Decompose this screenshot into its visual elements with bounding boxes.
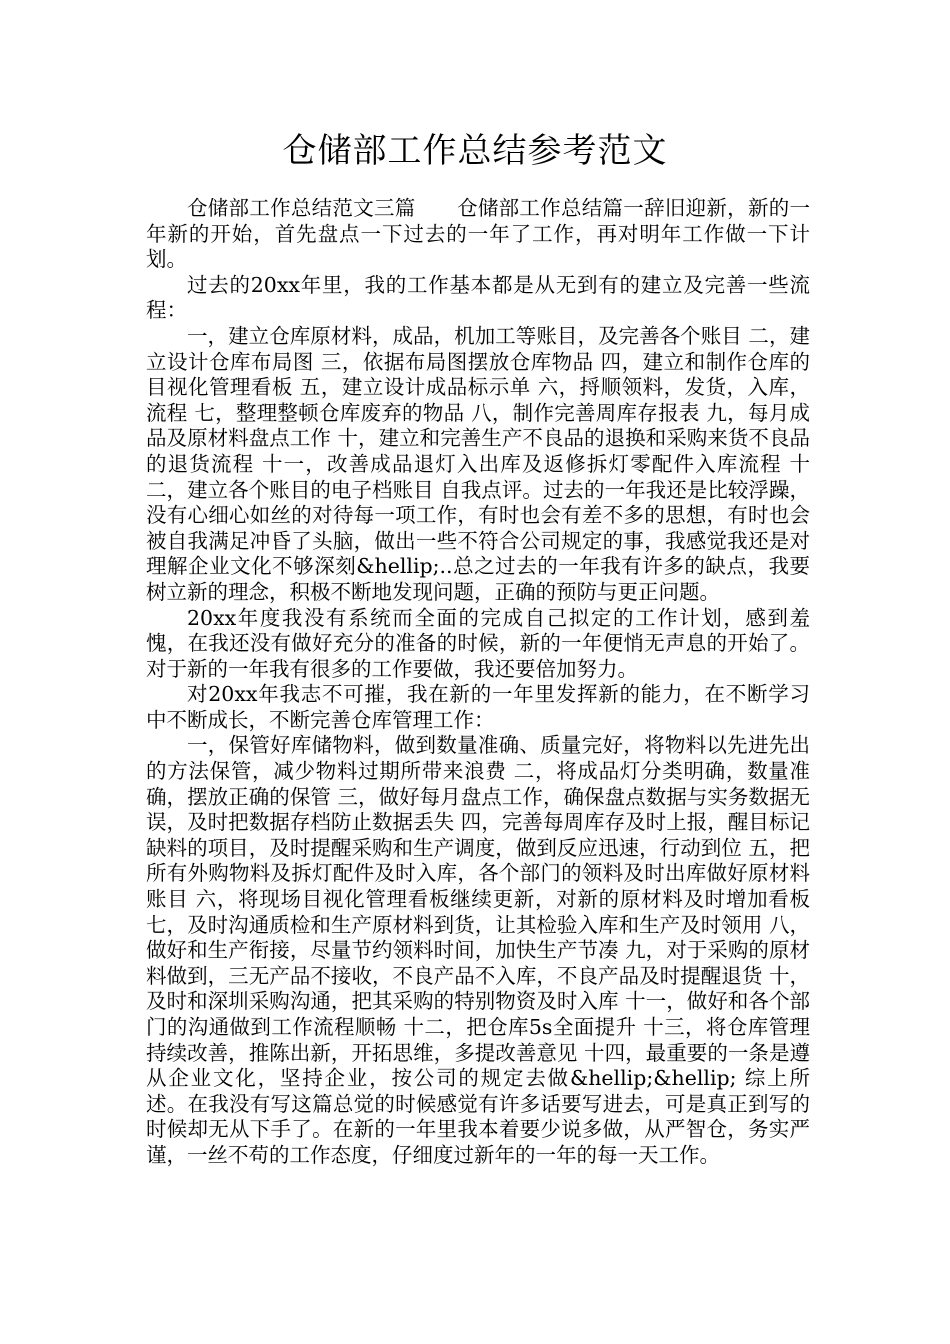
paragraph-plan: 一，保管好库储物料，做到数量准确、质量完好，将物料以先进先出的方法保管，减少物料过期所带来浪费 二，将成品灯分类明确，数量准确，摆放正确的保管 三，做好每月盘点工作，确保盘点数据与实务数据无误，及时把数据存档防止数据丢失 四，完善每周库存及时上报，醒目标记缺料的项目，及时提醒采购和生产调度，做到反应迅速，行动到位 五，把所有外购物料及拆灯配件及时入库，各个部门的领料及时出库做好原材料账目 六，将现场目视化管理看板继续更新，对新的原材料及时增加看板 七，及时沟通质检和生产原材料到货，让其检验入库和生产及时领用 八，做好和生产衔接，尽量节约领料时间，加快生产节凑 九，对于采购的原材料做到，三无产品不接收，不良产品不入库，不良产品及时提醒退货 十，及时和深圳采购沟通，把其采购的特别物资及时入库 十一，做好和各个部门的沟通做到工作流程顺畅 十二，把仓库5s全面提升 十三，将仓库管理持续改善，推陈出新，开拓思维，多提改善意见 十四，最重要的一条是遵从企业文化，坚持企业，按公司的规定去做&hellip;&hellip; 综上所述。在我没有写这篇总觉的时候感觉有许多话要写进去，可是真正到写的时候却无从下手了。在新的一年里我本着要少说多做，从严智仓，务实严谨，一丝不苟的工作态度，仔细度过新年的一年的每一天工作。 (146, 733, 810, 1167)
paragraph-intro: 仓储部工作总结范文三篇 仓储部工作总结篇一辞旧迎新，新的一年新的开始，首先盘点一下过去的一年了工作，再对明年工作做一下计划。 (146, 196, 810, 272)
document-body (146, 196, 810, 1169)
document-title: 仓储部工作总结参考范文 (282, 131, 668, 171)
paragraph-reflection: 20xx年度我没有系统而全面的完成自己拟定的工作计划，感到羞愧，在我还没有做好充分的准备的时候，新的一年便悄无声息的开始了。对于新的一年我有很多的工作要做，我还要倍加努力。 (146, 605, 810, 681)
paragraph-achievements: 一，建立仓库原材料，成品，机加工等账目，及完善各个账目 二，建立设计仓库布局图 三，依据布局图摆放仓库物品 四，建立和制作仓库的目视化管理看板 五，建立设计成品标示单 六，捋顺领料，发货，入库，流程 七，整理整顿仓库废弃的物品 八，制作完善周库存报表 九，每月成品及原材料盘点工作 十，建立和完善生产不良品的退换和采购来货不良品的退货流程 十一，改善成品退灯入出库及返修拆灯零配件入库流程 十二，建立各个账目的电子档账目 自我点评。过去的一年我还是比较浮躁，没有心细心如丝的对待每一项工作，有时也会有差不多的思想，有时也会被自我满足冲昏了头脑，做出一些不符合公司规定的事，我感觉我还是对理解企业文化不够深刻&hellip;..总之过去的一年我有许多的缺点，我要树立新的理念，积极不断地发现问题，正确的预防与更正问题。 (146, 323, 810, 604)
paragraph-new-year-goal: 对20xx年我志不可摧，我在新的一年里发挥新的能力，在不断学习中不断成长，不断完善仓库管理工作： (146, 682, 810, 732)
paragraph-past-year: 过去的20xx年里，我的工作基本都是从无到有的建立及完善一些流程： (146, 272, 810, 323)
